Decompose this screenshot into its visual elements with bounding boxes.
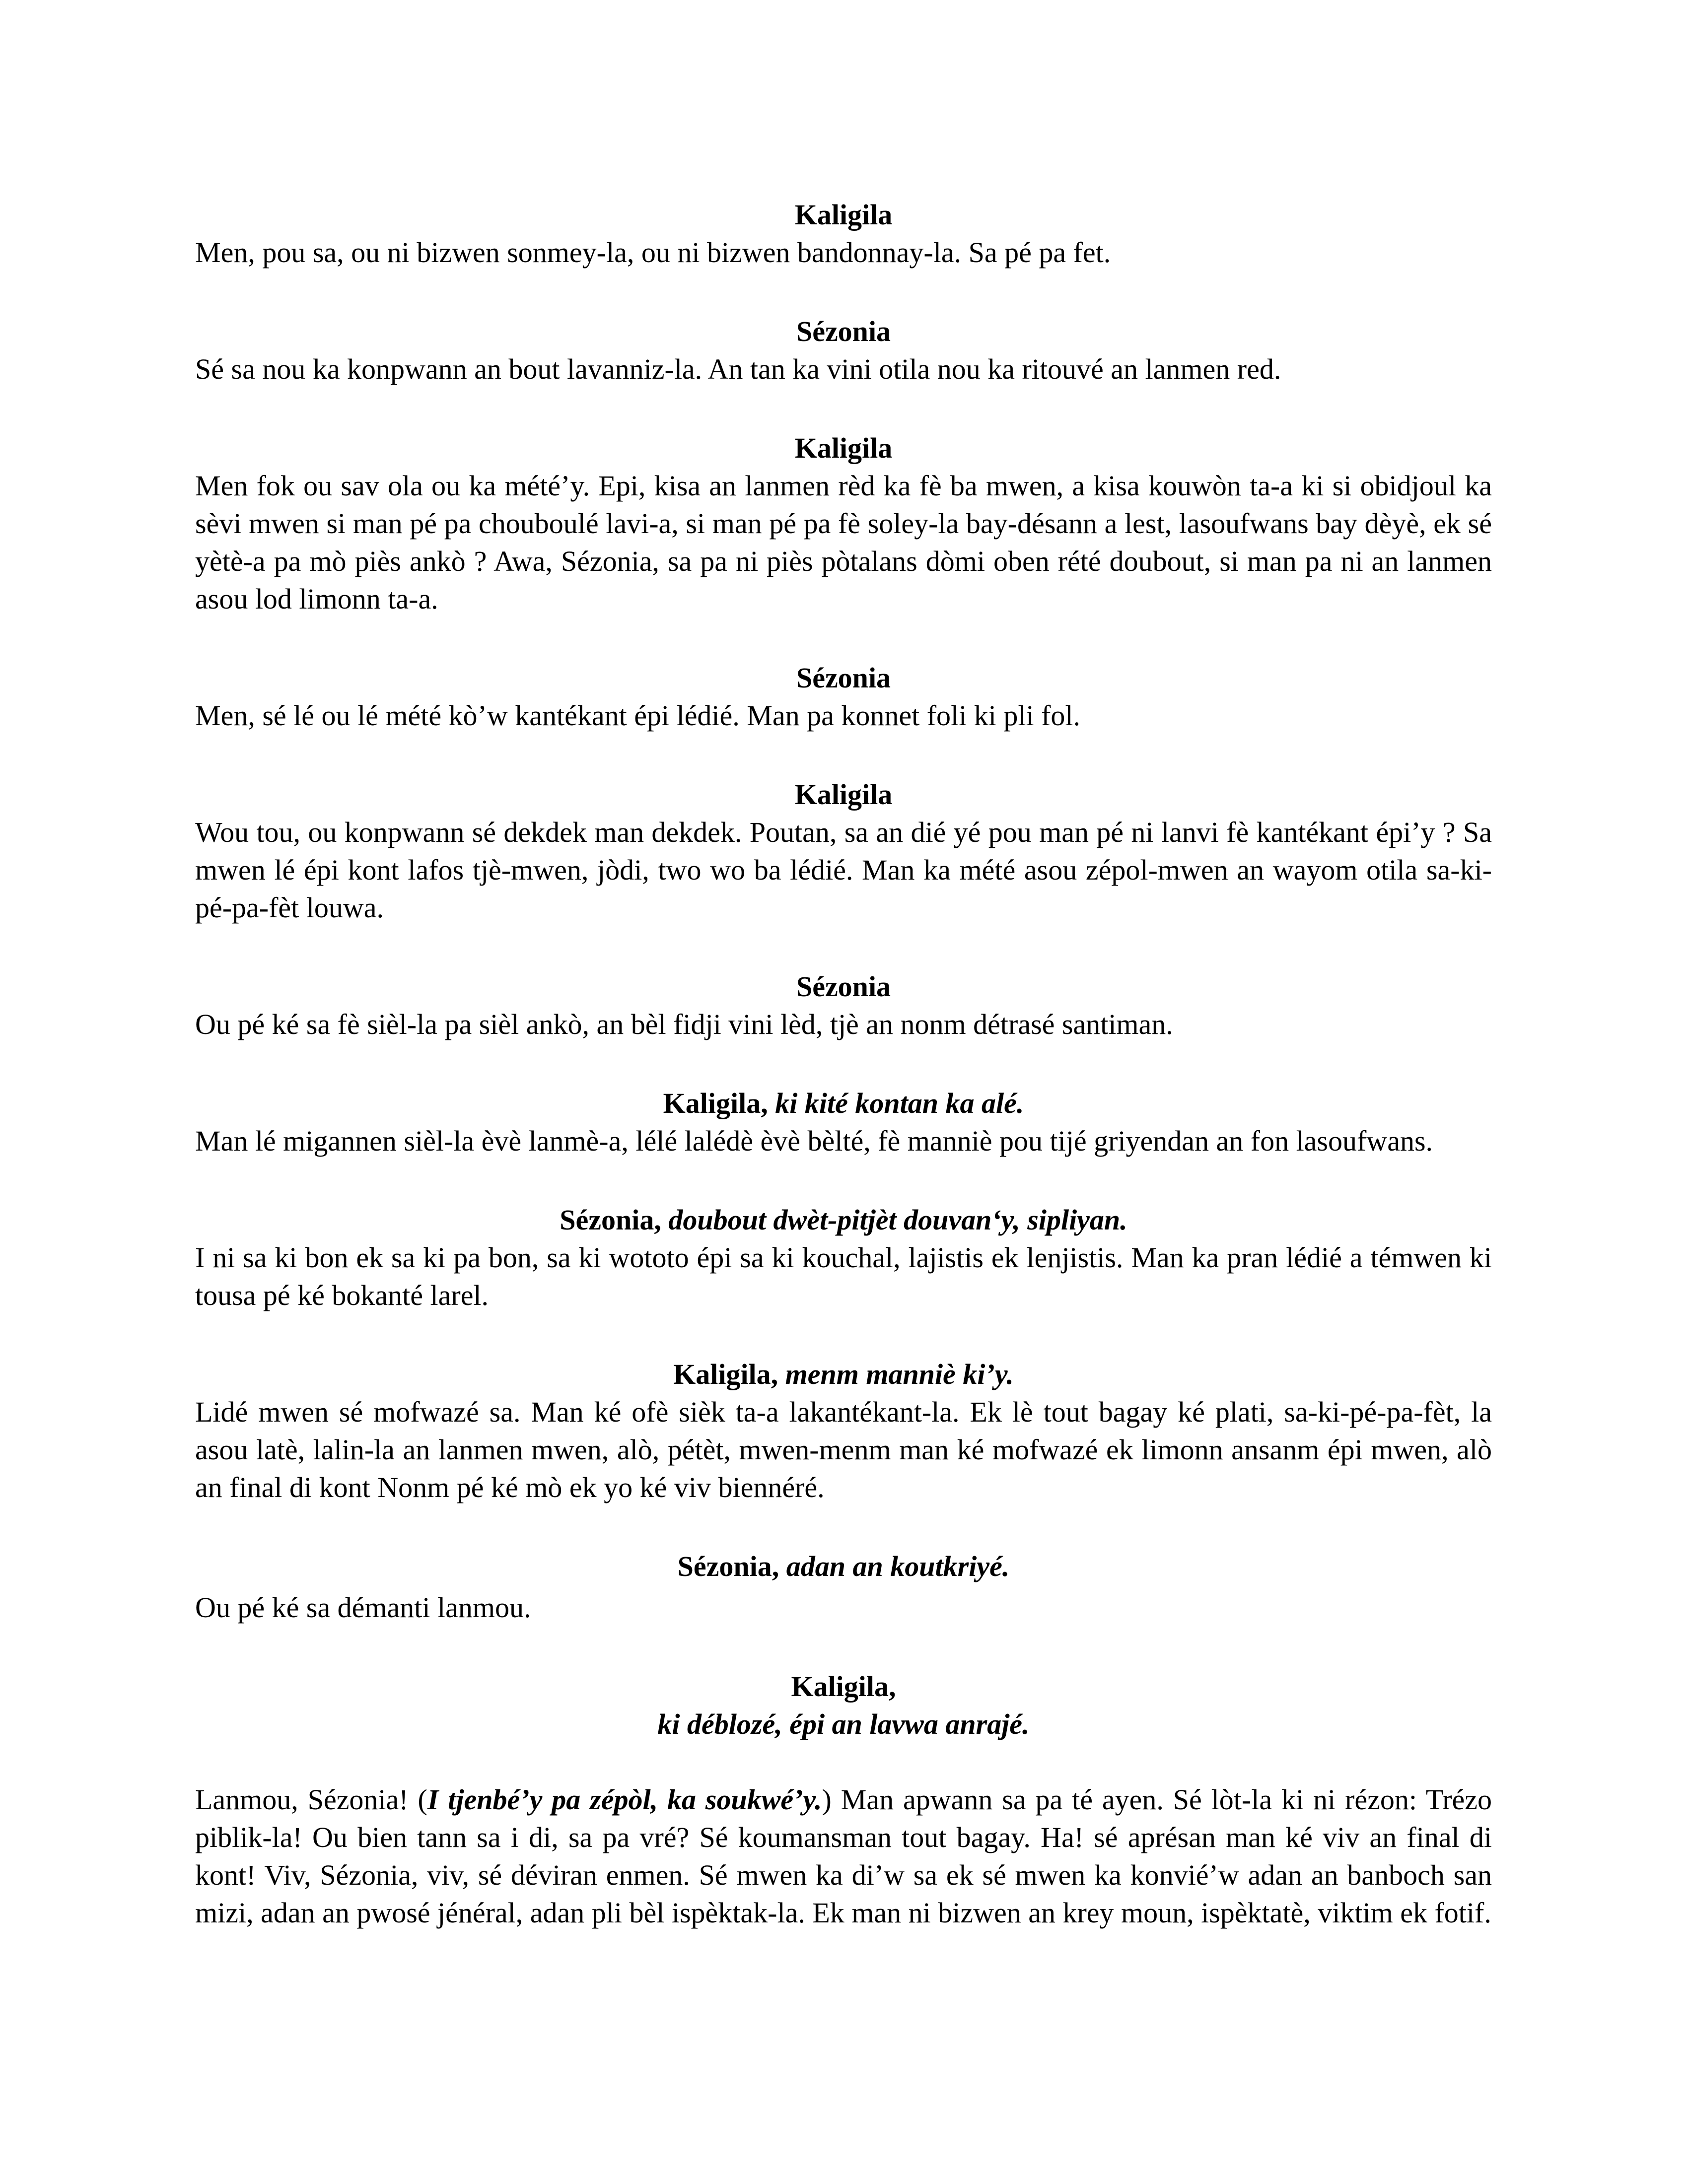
- speaker-name: Kaligila,: [663, 1087, 768, 1119]
- speaker-name: Sézonia: [796, 315, 891, 347]
- dialogue-block: [195, 1356, 1492, 1506]
- document-page: [195, 196, 1492, 1973]
- dialogue-block: [195, 313, 1492, 388]
- speech-text: Ou pé ké sa fè sièl-la pa sièl ankò, an bèl fidji vini lèd, tjè an nonm détrasé santiman.: [195, 1008, 1173, 1040]
- speaker-name: Sézonia,: [560, 1204, 661, 1236]
- dialogue-block: [195, 1201, 1492, 1314]
- speaker-name: Kaligila,: [673, 1358, 778, 1390]
- speech-intro: Lanmou, Sézonia! (: [195, 1783, 427, 1816]
- stage-direction: ki kité kontan ka alé.: [775, 1087, 1024, 1119]
- dialogue-block: [195, 1085, 1492, 1160]
- speech-text: Men fok ou sav ola ou ka mété’y. Epi, kisa an lanmen rèd ka fè ba mwen, a kisa kouwòn ta-a ki si obidjoul ka sèvi mwen si man pé pa chouboulé lavi-a, si man pé pa fè soley-la bay-désann a lest, lasoufwans bay dèyè, ek sé yètè-a pa mò piès ankò ? Awa, Sézonia, sa pa ni piès pòtalans dòmi oben rété doubout, si man pa ni an lanmen asou lod limonn ta-a.: [195, 470, 1492, 615]
- speaker-name: Sézonia: [796, 662, 891, 694]
- dialogue-block: [195, 776, 1492, 927]
- stage-direction: ki déblozé, épi an lavwa anrajé.: [657, 1708, 1030, 1740]
- speech-text: Ou pé ké sa démanti lanmou.: [195, 1591, 531, 1624]
- stage-aside: I tjenbé’y pa zépòl, ka soukwé’y.: [427, 1783, 822, 1816]
- speaker-heading: [195, 1356, 1492, 1393]
- dialogue-block: [195, 968, 1492, 1043]
- speaker-name: Sézonia: [796, 970, 891, 1003]
- speaker-name: Kaligila: [794, 778, 893, 811]
- stage-direction: adan an koutkriyé.: [786, 1550, 1010, 1582]
- stage-direction: doubout dwèt-pitjèt douvan‘y, sipliyan.: [668, 1204, 1127, 1236]
- speech-text: Wou tou, ou konpwann sé dekdek man dekdek. Poutan, sa an dié yé pou man pé ni lanvi fè kantékant épi’y ? Sa mwen lé épi kont lafos tjè-mwen, jòdi, two wo ba lédié. Man ka mété asou zépol-mwen an wayom otila sa-ki-pé-pa-fèt louwa.: [195, 816, 1492, 924]
- speaker-heading: [195, 1201, 1492, 1239]
- speaker-name: Kaligila: [794, 432, 893, 464]
- speaker-name: Kaligila,: [791, 1670, 896, 1703]
- dialogue-block: [195, 429, 1492, 618]
- stage-direction: menm manniè ki’y.: [785, 1358, 1014, 1390]
- speaker-heading: [195, 1548, 1492, 1585]
- speaker-name: Sézonia,: [677, 1550, 779, 1582]
- speech-text: I ni sa ki bon ek sa ki pa bon, sa ki wototo épi sa ki kouchal, lajistis ek lenjistis. Man ka pran lédié a témwen ki tousa pé ké bokanté larel.: [195, 1241, 1492, 1311]
- dialogue-block: [195, 1548, 1492, 1627]
- speech-text: Man lé migannen sièl-la èvè lanmè-a, lélé lalédè èvè bèlté, fè manniè pou tijé griyendan an fon lasoufwans.: [195, 1125, 1433, 1157]
- speech-text: Sé sa nou ka konpwann an bout lavanniz-la. An tan ka vini otila nou ka ritouvé an lanmen red.: [195, 353, 1281, 385]
- dialogue-block: [195, 659, 1492, 735]
- speech-text: Lidé mwen sé mofwazé sa. Man ké ofè sièk ta-a lakantékant-la. Ek lè tout bagay ké plati, sa-ki-pé-pa-fèt, la asou latè, lalin-la an lanmen mwen, alò, pétèt, mwen-menm man ké mofwazé ek limonn ansanm épi mwen, alò an final di kont Nonm pé ké mò ek yo ké viv biennéré.: [195, 1396, 1492, 1503]
- final-dialogue-block: [195, 1668, 1492, 1932]
- speaker-name: Kaligila: [794, 199, 893, 231]
- speaker-heading: [195, 1085, 1492, 1122]
- dialogue-block: [195, 196, 1492, 272]
- speech-rest: ) Man apwann sa pa té ayen. Sé lòt-la ki ni rézon: Trézo piblik-la! Ou bien tann sa i di, sa pa vré? Sé koumansman tout bagay. Ha! sé aprésan man ké viv an final di kont! Viv, Sézonia, viv, sé déviran enmen. Sé mwen ka di’w sa ek sé mwen ka konvié’w adan an banboch san mizi, adan an pwosé jénéral, adan pli bèl ispèktak-la. Ek man ni bizwen an krey moun, ispèktatè, viktim ek fotif.: [195, 1783, 1492, 1929]
- speech-text: Men, pou sa, ou ni bizwen sonmey-la, ou ni bizwen bandonnay-la. Sa pé pa fet.: [195, 236, 1111, 269]
- speech-text: [195, 1781, 1492, 1932]
- speech-text: Men, sé lé ou lé mété kò’w kantékant épi lédié. Man pa konnet foli ki pli fol.: [195, 699, 1081, 732]
